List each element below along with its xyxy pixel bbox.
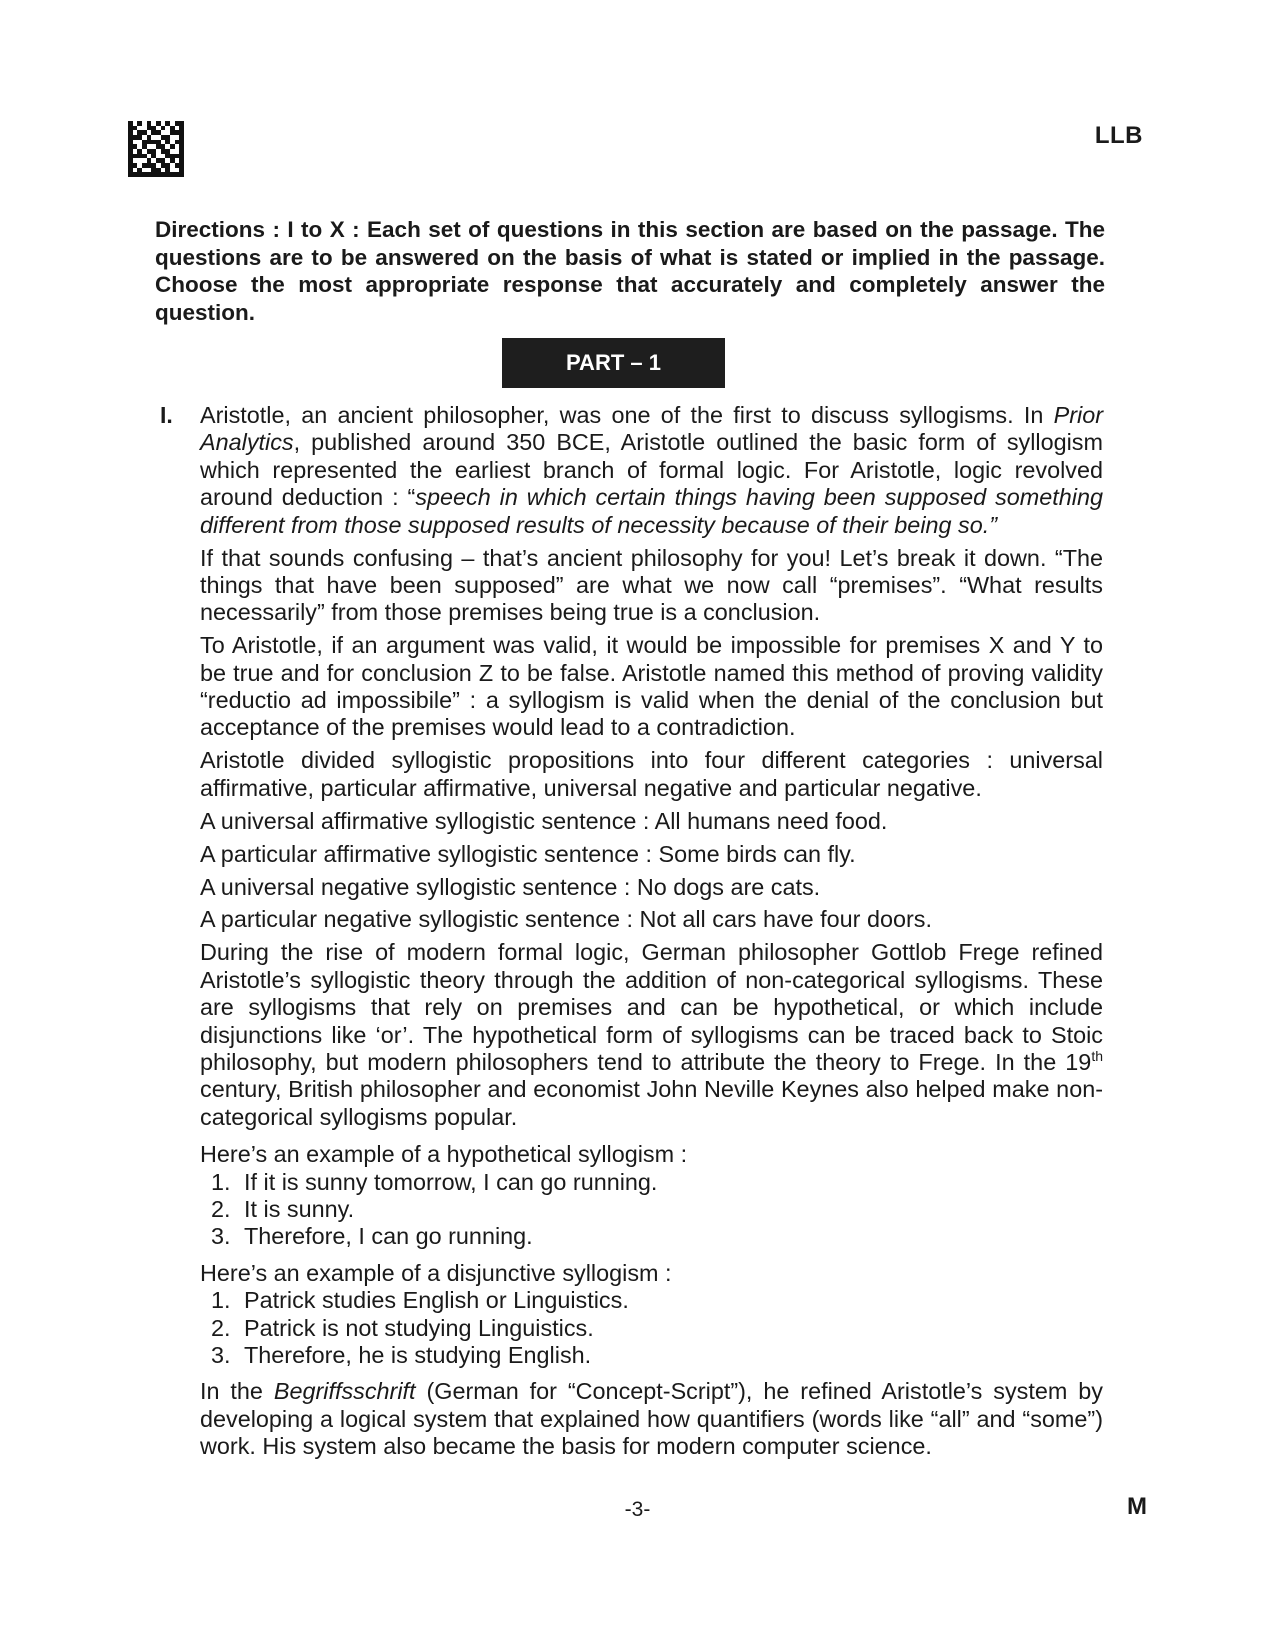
- directions-text: Directions : I to X : Each set of questions in this section are based on the passage. The questions are to be answered on the basis of what is stated or implied in the passage. Choose the most appropriate response that accurately and completely answer the question.: [155, 217, 1105, 325]
- list-text: If it is sunny tomorrow, I can go running.: [244, 1168, 658, 1195]
- disjunctive-list: [200, 1287, 1103, 1369]
- text-run: , published around 350 BCE, Aristotle outlined the basic form of syllogism which represented the earliest branch of formal logic. For Aristotle, logic revolved around deduction : “: [200, 429, 1103, 511]
- barcode-icon: [128, 121, 184, 177]
- list-item: [200, 1196, 1103, 1223]
- paragraph-9: [200, 939, 1103, 1131]
- paragraph-6: A particular affirmative syllogistic sentence : Some birds can fly.: [200, 840, 856, 867]
- list-text: Therefore, I can go running.: [244, 1223, 533, 1250]
- list-item: [200, 1342, 1103, 1369]
- list-number: 3.: [211, 1223, 231, 1250]
- set-code: M: [1127, 1493, 1147, 1520]
- text-run: (German for “Concept-Script”), he refined Aristotle’s system by developing a logical system that explained how quantifiers (words like “all” and “some”) work. His system also became the basis for modern computer science.: [200, 1378, 1103, 1460]
- paragraph-2: If that sounds confusing – that’s ancient philosophy for you! Let’s break it down. “The things that have been supposed” are what we now call “premises”. “What results necessarily” from those premises being true is a conclusion.: [200, 544, 1103, 626]
- paragraph-1: [200, 402, 1103, 539]
- passage-number: I.: [160, 402, 173, 428]
- list-text: Patrick is not studying Linguistics.: [244, 1314, 594, 1341]
- text-run: Aristotle, an ancient philosopher, was one of the first to discuss syllogisms. In: [200, 402, 1054, 428]
- list-number: 1.: [211, 1168, 231, 1195]
- list-item: [200, 1169, 1103, 1196]
- passage-body: [200, 402, 1103, 1461]
- list-text: It is sunny.: [244, 1195, 355, 1222]
- list-number: 3.: [211, 1342, 231, 1368]
- list-text: Therefore, he is studying English.: [244, 1342, 592, 1368]
- paragraph-3: To Aristotle, if an argument was valid, it would be impossible for premises X and Y to be true and for conclusion Z to be false. Aristotle named this method of proving validity “reductio ad impossibile” : a syllogism is valid when the denial of the conclusion but acceptance of the premises would lead to a contradiction.: [200, 632, 1103, 741]
- title-italic: Prior Analytics: [200, 402, 1103, 456]
- part-label: PART – 1: [502, 338, 725, 388]
- title-italic: Begriffsschrift: [273, 1378, 416, 1405]
- paragraph-4: Aristotle divided syllogistic propositions into four different categories : universal affirmative, particular affirmative, universal negative and particular negative.: [200, 747, 1103, 801]
- superscript: th: [1091, 1047, 1103, 1064]
- list-item: [200, 1223, 1103, 1250]
- list-number: 1.: [211, 1287, 231, 1314]
- paragraph-8: A particular negative syllogistic sentence : Not all cars have four doors.: [200, 906, 932, 933]
- paragraph-7: A universal negative syllogistic sentence : No dogs are cats.: [200, 873, 821, 900]
- list-number: 2.: [211, 1314, 231, 1341]
- paragraph-10: [200, 1378, 1103, 1460]
- text-run: In the: [200, 1378, 274, 1405]
- list-item: [200, 1287, 1103, 1314]
- text-run: century, British philosopher and economist John Neville Keynes also helped make non-categorical syllogisms popular.: [200, 1076, 1103, 1130]
- list-text: Patrick studies English or Linguistics.: [244, 1287, 629, 1314]
- text-run: During the rise of modern formal logic, German philosopher Gottlob Frege refined Aristotle’s syllogistic theory through the addition of non-categorical syllogisms. These are syllogisms that rely on premises and can be hypothetical, or which include disjunctions like ‘or’. The hypothetical form of syllogisms can be traced back to Stoic philosophy, but modern philosophers tend to attribute the theory to Frege. In the 19: [200, 939, 1103, 1075]
- list-number: 2.: [211, 1195, 231, 1222]
- hypothetical-list: [200, 1169, 1103, 1251]
- list-item: [200, 1315, 1103, 1342]
- quote-italic: speech in which certain things having been supposed something different from those supposed results of necessity because of their being so.”: [200, 484, 1103, 538]
- page-number: -3-: [624, 1498, 651, 1521]
- disjunctive-intro: Here’s an example of a disjunctive syllogism :: [200, 1259, 672, 1286]
- exam-code: LLB: [1094, 122, 1143, 149]
- paragraph-5: A universal affirmative syllogistic sentence : All humans need food.: [200, 807, 888, 834]
- hypothetical-intro: Here’s an example of a hypothetical syllogism :: [200, 1141, 688, 1168]
